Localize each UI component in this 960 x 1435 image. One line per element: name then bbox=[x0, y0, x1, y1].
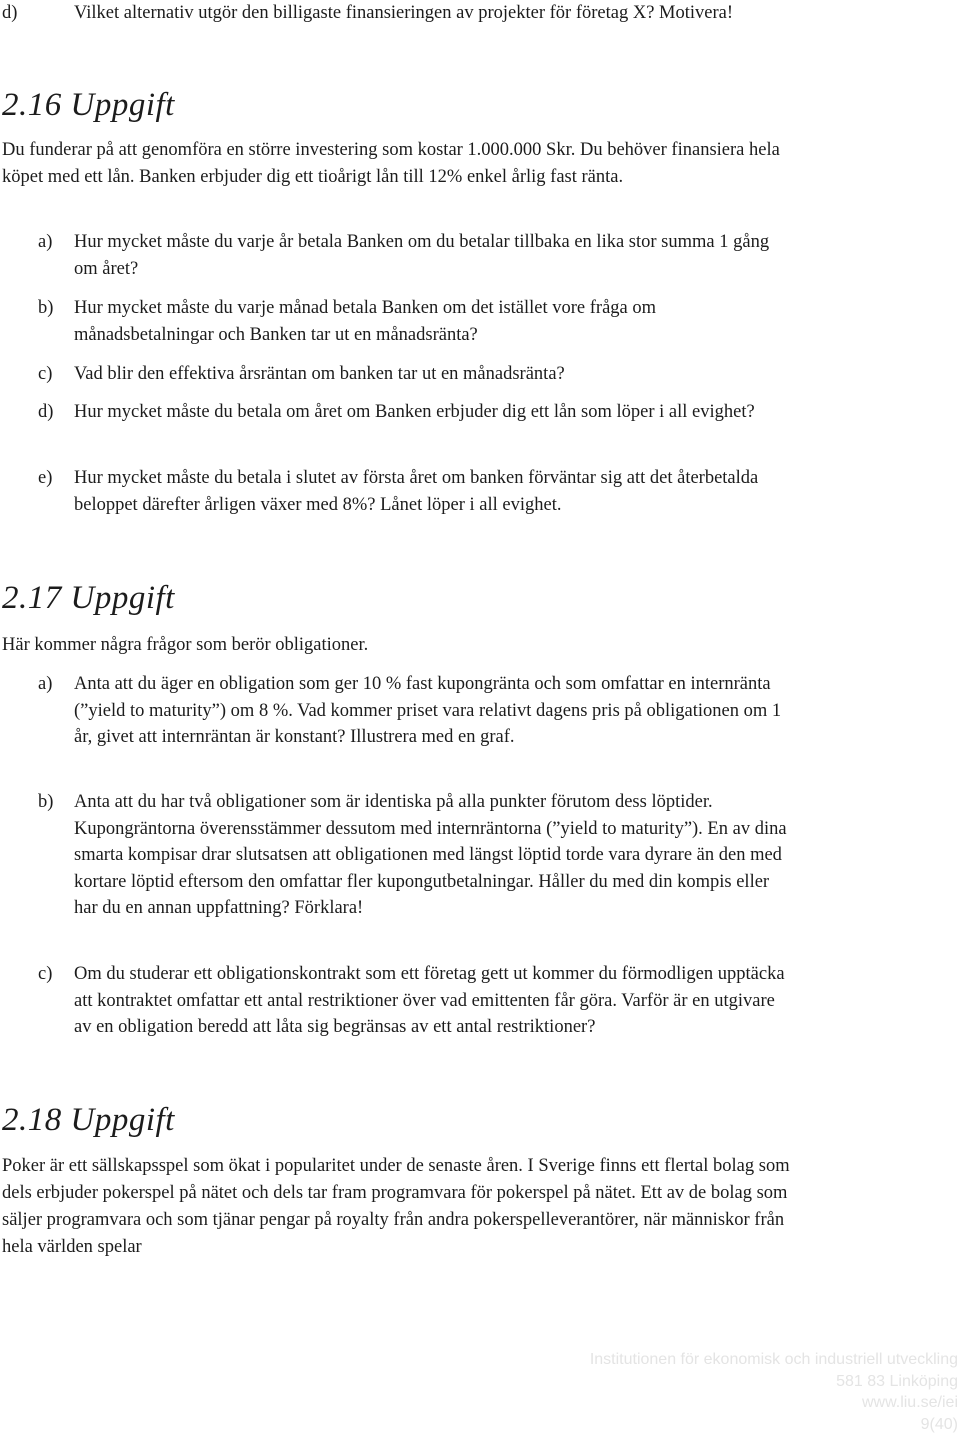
question-2-16-e bbox=[38, 465, 793, 518]
section-heading-2-16: 2.16 Uppgift bbox=[2, 85, 175, 125]
question-2-16-a bbox=[38, 229, 778, 282]
question-text: Anta att du har två obligationer som är identiska på alla punkter förutom dess löptider. Kupongräntorna överensstämmer dessutom med internräntorna (”yield to maturity”). En av dina smarta kompisar drar slutsatsen att obligationen med längst löptid torde vara dyrare än den med kortare löptid eftersom den omfattar fler kupongutbetalningar. Håller du med din kompis eller har du en annan uppfattning? Förklara! bbox=[74, 789, 793, 922]
question-label: b) bbox=[38, 295, 74, 348]
question-d-top bbox=[2, 0, 802, 27]
question-text: Anta att du äger en obligation som ger 10 % fast kupongränta och som omfattar en internränta (”yield to maturity”) om 8 %. Vad kommer priset vara relativt dagens pris på obligationen om 1 år, givet att internräntan är konstant? Illustrera med en graf. bbox=[74, 671, 793, 751]
section-intro-2-18: Poker är ett sällskapsspel som ökat i popularitet under de senaste åren. I Sverige finns ett flertal bolag som dels erbjuder pokerspel på nätet och dels tar fram programvara för pokerspel på nätet. Ett av de bolag som säljer programvara och som tjänar pengar på royalty från andra pokerspelleverantörer, när människor från hela världen spelar bbox=[2, 1153, 792, 1261]
question-text: Om du studerar ett obligationskontrakt som ett företag gett ut kommer du förmodligen upptäcka att kontraktet omfattar ett antal restriktioner över vad emittenten får göra. Varför är en utgivare av en obligation beredd att låta sig begränsas av ett antal restriktioner? bbox=[74, 961, 793, 1041]
question-text: Hur mycket måste du varje månad betala Banken om det istället vore fråga om månadsbetalningar och Banken tar ut en månadsränta? bbox=[74, 295, 793, 348]
question-label: d) bbox=[2, 0, 74, 27]
question-2-16-c bbox=[38, 361, 793, 388]
question-label: c) bbox=[38, 361, 74, 388]
footer-url[interactable]: www.liu.se/iei bbox=[590, 1392, 958, 1414]
question-2-17-c bbox=[38, 961, 793, 1041]
question-text: Hur mycket måste du varje år betala Banken om du betalar tillbaka en lika stor summa 1 gång om året? bbox=[74, 229, 778, 282]
question-label: c) bbox=[38, 961, 74, 1041]
question-label: a) bbox=[38, 671, 74, 751]
question-label: e) bbox=[38, 465, 74, 518]
section-intro-2-17: Här kommer några frågor som berör obligationer. bbox=[2, 632, 802, 659]
question-2-17-b bbox=[38, 789, 793, 922]
question-text: Vad blir den effektiva årsräntan om banken tar ut en månadsränta? bbox=[74, 361, 793, 388]
question-label: d) bbox=[38, 399, 74, 426]
footer-page-number: 9(40) bbox=[590, 1414, 958, 1435]
question-text: Hur mycket måste du betala i slutet av första året om banken förväntar sig att det återbetalda beloppet därefter årligen växer med 8%? Lånet löper i all evighet. bbox=[74, 465, 793, 518]
question-label: a) bbox=[38, 229, 74, 282]
question-2-16-d bbox=[38, 399, 793, 426]
question-text: Vilket alternativ utgör den billigaste finansieringen av projekter för företag X? Motivera! bbox=[74, 0, 802, 27]
footer-institution: Institutionen för ekonomisk och industriell utveckling bbox=[590, 1349, 958, 1371]
question-2-16-b bbox=[38, 295, 793, 348]
question-label: b) bbox=[38, 789, 74, 922]
question-text: Hur mycket måste du betala om året om Banken erbjuder dig ett lån som löper i all evighet? bbox=[74, 399, 793, 426]
footer-address: 581 83 Linköping bbox=[590, 1371, 958, 1393]
section-intro-2-16: Du funderar på att genomföra en större investering som kostar 1.000.000 Skr. Du behöver finansiera hela köpet med ett lån. Banken erbjuder dig ett tioårigt lån till 12% enkel årlig fast ränta. bbox=[2, 137, 792, 191]
section-heading-2-18: 2.18 Uppgift bbox=[2, 1100, 175, 1140]
section-heading-2-17: 2.17 Uppgift bbox=[2, 578, 175, 618]
question-2-17-a bbox=[38, 671, 793, 751]
page-footer bbox=[590, 1349, 958, 1435]
